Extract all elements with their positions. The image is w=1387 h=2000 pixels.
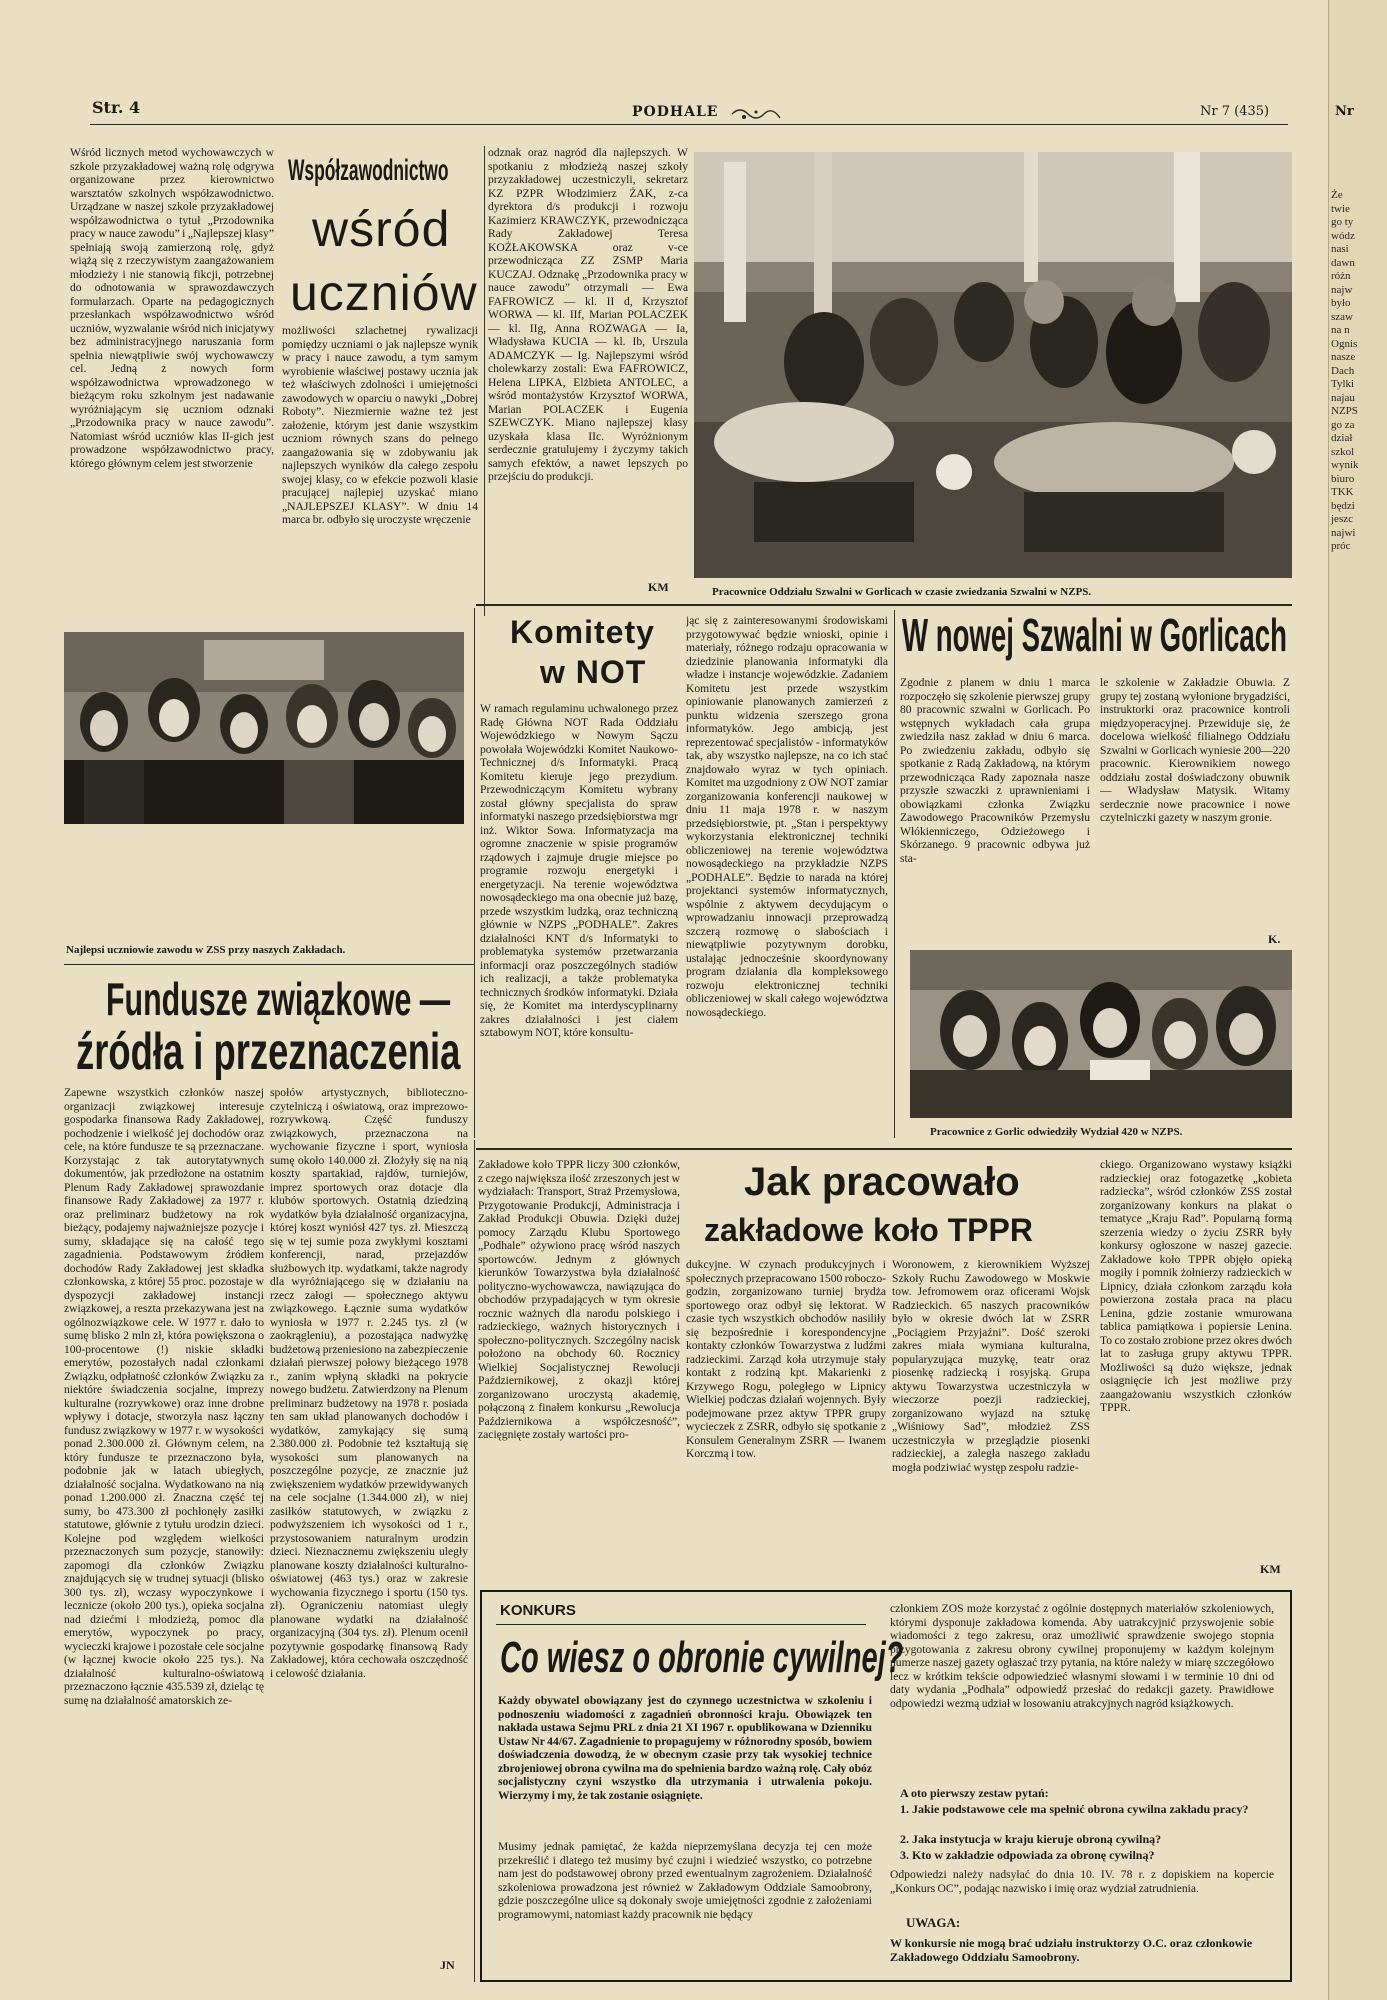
header-rule [90,124,1288,125]
photo-best-students [64,632,464,824]
next-page-text: Że twie go ty wódz nasi dawn różn najw było szaw na n Ognis nasze Dach Tylki najau NZPS go za dział szkol wynik biuro TKK będzi jeszc najwi próc [1331,189,1359,552]
article1-col2: możliwości szlachetnej rywalizacji pomiędzy uczniami o jak najlepsze wynik w pracy i nauce zawodu, a tym samym wyrobienie właściwej postawy ucznia jak też właściwych zdolności i umiejętności zawodowych w oparciu o nawyki „Dobrej Roboty”. Niezmiernie ważne też jest założenie, którym jest danie wszystkim uczniom równych szans do pełnego zaangażowania się w zdobywaniu jak najlepszych wyników dla całego zespołu swojej klasy, co w efekcie pozwoli klasie pracującej najlepiej uzyskać miano „NAJLEPSZEJ KLASY”. W dniu 14 marca br. odbyło się uroczyste wręczenie [282,324,478,526]
article3-col2: le szkolenie w Zakładzie Obuwia. Z grupy tej zostaną wyłonione brygadziści, instruktorki oraz pracownice kontroli międzyoperacyjnej. Przewiduje się, że docelowa wielkość filialnego Oddziału Szwalni w Gorlicach wyniesie 200—220 pracownic. Kierownikiem nowego oddziału został doświadczony obuwnik — Władysław Matysik. Witamy serdecznie nowe pracownice i nowe czytelniczki gazety w naszym gronie. [1100,676,1290,824]
article1-title-line1: Współzawodnictwo [288,154,449,187]
photo-sewing-room [694,152,1292,578]
article4-title-line1: Fundusze związkowe — [106,973,451,1025]
article5-title-line1: Jak pracowało [744,1160,1020,1204]
konkurs-question-2: 2. Jaka instytucja w kraju kieruje obroną cywilną? [900,1832,1162,1846]
article1-signature: KM [648,580,669,594]
photo-gorlice-workers [910,950,1292,1118]
konkurs-col2: członkiem ZOS może korzystać z ogólnie dostępnych materiałów szkoleniowych, którymi dysponuje zakładowa komenda. Aby uatrakcyjnić przyswojenie sobie wiadomości z tego zakresu, oraz umożliwić sprawdzenie swojego stopnia przygotowania z zakresu obrony cywilnej proponujemy w każdym kolejnym numerze naszej gazety ogłaszać trzy pytania, na które należy w miarę szczegółowo lecz w krótkim tekście odpowiedzieć własnymi słowami i w terminie 10 dni od daty wydania „Podhala” odpowiedź przesłać do redakcji gazety. Prawidłowe odpowiedzi wezmą udział w losowaniu atrakcyjnych nagród książkowych. [890,1602,1274,1710]
konkurs-col1-rest: Musimy jednak pamiętać, że każda nieprzemyślana decyzja tej cen może przekreślić i dlatego też musimy być czujni i wiedzieć wszystko, co potrzebne nam jest do podstawowej obrony przed ewentualnym zagrożeniem. Działalność szkoleniowa prowadzona jest również w Zakładowym Oddziale Samoobrony, gdzie poszczególne ulice są dokonały swoje umiejętności zgodnie z założeniami programowymi, natomiast każdy pracownik nie będący [498,1840,872,1921]
article2-col2: jąc się z zainteresowanymi środowiskami przygotowywać będzie wnioski, opinie i materiały, różnego rodzaju opracowania w dziedzinie planowania informatyki dla władze i instancje wojewódzkie. Zadaniem Komitetu jest przede wszystkim opiniowanie planowanych zamierzeń z punktu widzenia szerszego grona informatyków. Jego ambicją, jest reprezentować specjalistów - informatyków tak, aby wszystko najlepsze, na co ich stać znajdowało wyraz w tych opiniach. Komitet ma uzgodniony z OW NOT zamiar zorganizowania konferencji naukowej w dniu 11 maja 1978 r. w naszym przedsiębiorstwie, pt. „Stan i perspektywy wykorzystania elektronicznej techniki obliczeniowej na terenie województwa nowosądeckiego na przykładzie NZPS „PODHALE”. Będzie to narada na której projektanci systemów informatycznych, wspólnie z aktywem decydującym o wprowadzaniu innowacji przeprowadzą szczerą rozmowę o słabościach i niewątpliwie pozytywnym dorobku, ustalając jednocześnie skoordynowany program działania dla kompleksowego rozwoju elektronicznej techniki obliczeniowej w skali całego województwa nowosądeckiego. [686,614,888,1019]
article4-col2: społów artystycznych, biblioteczno-czytelniczą i oświatową, oraz imprezowo-rozrywkową. Część funduszy związkowych, przeznaczona na wychowanie fizyczne i sport, wyniosła sumę około 140.000 zł. Złożyły się na nią koszty spartakiad, rajdów, turniejów, imprez sportowych oraz dotacje dla klubów sportowych. Ostatnią dziedziną wydatków była działalność organizacyjna, której koszt wyniósł 427 tys. zł. Mieszczą się w tej sumie poza zwykłymi kosztami konferencji, narad, przejazdów służbowych itp. wydatkami, także nagrody dla wyróżniającego się w działaniu na rzecz załogi — społecznego aktywu związkowego. Łącznie suma wydatków wyniosła w 1977 r. 2.245 tys. zł (w zaokrągleniu), a pozostająca nadwyżkę budżetową przeniesiono na zabezpieczenie działań pierwszej połowy bieżącego 1978 r., zanim wpłyną składki na pokrycie nowego budżetu. Zatwierdzony na Plenum preliminarz budżetowy na 1978 r. posiada ten sam układ planowanych dochodów i wydatków, zamykający się sumą 2.380.000 zł. Podobnie też kształtują się wysokości sum planowanych na poszczególne pozycje, ze znacznie już zwiększeniem wydatków przewidywanych na cele socjalne (1.344.000 zł), w niej zasiłków statutowych, w związku z podwyższeniem ich wysokości od 1 r., przystosowaniem naturalnym urodzin dzieci. Nieznacznemu zwiększeniu uległy planowane koszty działalności kulturalno-oświatowej (463 tys.) oraz w zakresie wychowania fizycznego i sportu (150 tys. zł). Ograniczeniu natomiast uległy planowane wydatki na działalność organizacyjną (304 tys. zł). Plenum ocenił pozytywnie gospodarkę finansową Rady Zakładowej, która cechowała oszczędność i celowość działania. [270,1086,468,1680]
article1-photo-caption: Najlepsi uczniowie zawodu w ZSS przy naszych Zakładach. [66,944,346,956]
konkurs-question-1: 1. Jakie podstawowe cele ma spełnić obrona cywilna zakładu pracy? [900,1802,1249,1816]
article1-title-line3: uczniów [290,265,478,321]
article5-col3: Woronowem, z kierownikiem Wyższej Szkoły Ruchu Zawodowego w Moskwie tow. Jefromowem oraz oficerami Wojsk Radzieckich. 65 naszych pracowników było w okresie dwóch lat w ZSRR „Pociągiem Przyjaźni”. Dość szeroki zakres miała wymiana kulturalna, popularyzująca muzykę, teatr oraz piosenkę radziecką i rosyjską. Grupa aktywu Towarzystwa uczestniczyła w wieczorze poezji radzieckiej, zorganizowano wyjazd na sztukę „Wiśniowy Sad”, młodzież ZSS uczestniczyła w przeglądzie piosenki radzieckiej, a zaległa naszego zakładu mogła podziwiać występ zespołu radzie- [892,1258,1090,1474]
article5-col4: ckiego. Organizowano wystawy książki radzieckiej oraz fotogazetkę „kobieta radziecka”, wśród członków ZSS został zorganizowany konkurs na plakat o tematyce „Kraju Rad”. Popularną formą szerzenia wiedzy o życiu ZSRR były konkursy ogłoszone w naszej gazecie. Zakładowe koło TPPR objęło opieką mogiły i pomnik żołnierzy radzieckich w Lipnicy, działa członkom zarządu koła powierzona została praca na placu Lenina, gdzie zostanie wmurowana tablica pamiątkowa i popiersie Lenina. To co zostało zrobione przez okres dwóch lat to zasługa grupy aktywu TPPR. Możliwości są dużo większe, jednak osiągnięcie ich jest możliwe przy zaangażowaniu wszystkich członków TPPR. [1100,1158,1292,1414]
next-page-header: Nr [1335,104,1354,119]
article2-title-line1: Komitety [510,614,655,650]
rule-above-tppr [476,1148,1292,1150]
article4-col1: Zapewne wszystkich członków naszej organizacji związkowej interesuje gospodarka finansowa Rady Zakładowej, pochodzenie i wielkość jej dochodów oraz cele, na które fundusze te są przeznaczane. Korzystając z tak autorytatywnych dokumentów, jak przedłożone na ostatnim Plenum Rady Zakładowej sprawozdanie finansowe Rady Zakładowej za 1977 r. oraz preliminarz budżetowy na rok bieżący, podajemy najważniejsze pozycje i sumy, składające się na całość tego zagadnienia. Podstawowym źródłem dochodów Rady Zakładowej jest składka członkowska, z której 55 proc. pozostaje w dyspozycji zakładowej instancji związkowej, a reszta przekazywana jest na ogólnozwiązkowe cele. W 1977 r. dało to sumę blisko 2 mln zł, która powiększona o 100-procentowe (!) niskie składki emerytów, pozostałych nadal członkami Związku, odpłatność członków Związku za niektóre świadczenia socjalne, imprezy kulturalne (rozrywkowe) oraz inne drobne wpływy i dotacje, stworzyła nasz łączny fundusz związkowy w 1977 r. w wysokości ponad 2.300.000 zł. Głównym celem, na który fundusze te przeznaczono była, podobnie jak w latach ubiegłych, działalność socjalna. Wydatkowano na nią ponad 1.200.000 zł. Znaczna część tej sumy, bo 473.300 zł pochłonęły zasiłki statutowe, głównie z tytułu urodzin dzieci. Kolejne pod względem wielkości przeznaczonych sum pozycje, stanowiły: zapomogi dla członków Związku znajdujących się w trudnej sytuacji (blisko 300 tys. zł), wczasy wypoczynkowe i lecznicze (około 200 tys.), opieka socjalna nad dziećmi i młodzieżą, pomoc dla emerytów, wypoczynek po pracy, wycieczki krajowe i pozostałe cele socjalne (w łącznej kwocie około 225 tys.). Na działalność kulturalno-oświatową przeznaczono łącznie 435.539 zł, dzieląc tę sumę na działalność amatorskich ze- [64,1086,264,1707]
konkurs-uwaga-text: W konkursie nie mogą brać udziału instruktorzy O.C. oraz członkowie Zakładowego Oddziału Samoobrony. [890,1936,1253,1964]
rule-under-top-section [476,604,1292,606]
next-page-edge [1328,0,1387,2000]
article1-col1: Wśród licznych metod wychowawczych w szkole przyzakładowej ważną rolę odgrywa organizowane przez kierownictwo warsztatów szkolnych współzawodnictwo. Urządzane w naszej szkole przyzakładowej współzawodnictwa o tytuł „Przodownika pracy w nauce zawodu” i „Najlepszej klasy” spełniają swoją zamierzoną rolę, gdyż wiążą się z rzeczywistym zaangażowaniem młodzieży i nie stanowią fikcji, potrzebnej do odnotowania w sprawozdawczych formularzach. Oparte na pedagogicznych przesłankach współzawodnictwo wśród uczniów, wyzwalanie wśród nich inicjatywy bez administracyjnego naruszania form spełnia niewątpliwie swój wychowawczy cel. Jedną z nowych form współzawodnictwa wprowadzonego w bieżącym roku szkolnym jest nadawanie wyróżniającym się uczniom odznaki „Przodownika pracy w nauce zawodu”. Natomiast wśród uczniów klas II-gich jest prowadzone współzawodnictwo pracy, którego głównym celem jest stworzenie [70,146,274,470]
page-number: Str. 4 [92,98,141,117]
paper-name: PODHALE [632,104,719,120]
article2-col1: W ramach regulaminu uchwalonego przez Radę Główna NOT Rada Oddziału Wojewódzkiego w Nowym Sączu powołała Wojewódzki Komitet Naukowo-Technicznej d/s Informatyki. Pracą Komitetu kieruje jego prezydium. Przewodniczącym Komitetu wybrany został główny specjalista do spraw informatyki naszego przedsiębiorstwa mgr inż. Wiktor Sowa. Informatyzacja ma ogromne znaczenie w spisie programów rządowych i zajmuje drugie miejsce po programie rozwoju energetyki i energetyzacji. Na terenie województwa nowosądeckiego ma ona obecnie już bazę, przede wszystkim ludzką, oraz techniczną głównie w NZPS „PODHALE”. Zakres działalności KNT d/s Informatyki to problematyka systemów przetwarzania informacji oraz poszczególnych stadiów ich realizacji, a także problematyka technicznych środków informatyki. Działa się, że Komitet ma interdyscyplinarny zakres działalności i jest ciałem sztabowym NOT, które konsultu- [480,702,678,1039]
article1-title-line2: wśród [312,201,451,257]
photo-top-caption: Pracownice Oddziału Szwalni w Gorlicach w czasie zwiedzania Szwalni w NZPS. [712,586,1092,598]
article4-signature: JN [440,1958,455,1972]
article5-col2: dukcyjne. W czynach produkcyjnych i społecznych przepracowano 1500 roboczo-godzin, zorganizowano turniej brydża sportowego oraz odbył się lektorat. W czasie tych wszystkich obchodów nasiliły się bezpośrednie i korespondencyjne kontakty członków Towarzystwa z ludźmi radzieckimi. Zarząd koła utrzymuje stały kontakt z rodziną kpt. Makarienki z Krzywego Rogu, poległego w Lipnicy Wielkiej podczas działań wojennych. Były podejmowane przez aktyw TPPR grupy wycieczek z ZSRR, odbyło się spotkanie z Konsulem Generalnym ZSRR — Iwanem Korczmą i tow. [686,1258,886,1460]
divider-komitety-right [894,610,895,1138]
konkurs-questions-heading: A oto pierwszy zestaw pytań: [900,1786,1049,1800]
article5-signature: KM [1260,1562,1281,1576]
article3-signature: K. [1268,932,1281,946]
konkurs-uwaga-heading: UWAGA: [906,1915,961,1930]
header-ornament-icon [730,104,790,126]
article5-title-line2: zakładowe koło TPPR [704,1212,1033,1248]
divider-fundusze [474,1140,475,1982]
konkurs-title: Co wiesz o obronie cywilnej? [500,1633,904,1682]
article4-title-line2: źródła i przeznaczenia [76,1023,461,1081]
article1-divider [484,146,485,616]
article5-col1: Zakładowe koło TPPR liczy 300 członków, z czego największa ilość zrzeszonych jest w wydziałach: Transport, Straż Przemysłowa, Przygotowanie Produkcji, Administracja i Zakład Produkcji Obuwia. Dzięki dużej pomocy Zarządu Klubu Sportowego „Podhale” ożywiono pracę wśród naszych sportowców. Jednym z głównych kierunków Towarzystwa była działalność polityczno-wychowawcza, nawiązująca do obchodów przypadających w tym okresie rocznic ważnych dla narodu polskiego i radzieckiego, ważnych historycznych i społeczno-politycznych. Szczególny nacisk położono na obchody 60. Rocznicy Wielkiej Socjalistycznej Rewolucji Październikowej, z okazji której zorganizowano uroczystą akademię, połączoną z finałem konkursu „Rewolucja Październikowa a współczesność”, zacięgnięte zostały wartości pro- [478,1158,680,1441]
konkurs-tag: KONKURS [500,1602,576,1619]
konkurs-intro: Każdy obywatel obowiązany jest do czynnego uczestnictwa w szkoleniu i podnoszeniu wiadomości z zagadnień obronności kraju. Obowiązek ten nakłada ustawa Sejmu PRL z dnia 21 XI 1967 r. opublikowana w Dzienniku Ustaw Nr 44/67. Zagadnienie to propagujemy w różnorodny sposób, bowiem doświadczenia dowodzą, że w obecnym czasie przy tak wysokiej technice zbrojeniowej obrona cywilna ma do spełnienia bardzo ważną rolę. Cały obóz socjalistyczny czyni wszystko dla utrzymania i utrwalenia pokoju. Wierzymy i my, że tak zostanie osiągnięte. [498,1694,872,1802]
konkurs-tag-underline [496,1624,866,1625]
article2-title-line2: w NOT [540,654,647,690]
article3-title: W nowej Szwalni w Gorlicach [902,609,1287,661]
divider-komitety-left [474,608,475,1138]
issue-number: Nr 7 (435) [1200,104,1270,119]
konkurs-closing: Odpowiedzi należy nadsyłać do dnia 10. IV. 78 r. z dopiskiem na kopercie „Konkurs OC”, podając nazwisko i imię oraz wydział zatrudnienia. [890,1868,1274,1895]
konkurs-question-3: 3. Kto w zakładzie odpowiada za obronę cywilną? [900,1848,1155,1862]
rule-under-students-photo [64,964,474,965]
article3-photo-caption: Pracownice z Gorlic odwiedziły Wydział 420 w NZPS. [930,1126,1183,1138]
article3-col1: Zgodnie z planem w dniu 1 marca rozpoczęło się szkolenie pierwszej grupy 80 pracownic szwalni w Gorlicach. Po wstępnych wykładach cała grupa zwiedziła nasz zakład w dniu 6 marca. Po zwiedzeniu zakładu, odbyło się spotkanie z Radą Zakładową, na którym przewodnicząca Rady zapoznała nasze przyszłe szwaczki z uprawnieniami i obowiązkami członka Związku Zawodowego Pracowników Przemysłu Włókienniczego, Odzieżowego i Skórzanego. 9 pracownic odbywa już sta- [900,676,1090,865]
article1-col3: odznak oraz nagród dla najlepszych. W spotkaniu z młodzieżą naszej szkoły przyzakładowej uczestniczyli, sekretarz KZ PZPR Włodzimierz ŻAK, z-ca dyrektora d/s produkcji i rozwoju Kazimierz KRAWCZYK, przewodnicząca Rady Zakładowej Teresa KOŻŁAKOWSKA oraz v-ce przewodnicząca ZZ ZSMP Maria KUCZAJ. Odznakę „Przodownika pracy w nauce zawodu” otrzymali — Ewa FAFROWICZ — kl. II d, Krzysztof WORWA — kl. IIf, Marian POLACZEK — kl. IIg, Anna ROZWAGA — Ia, Władysława KUCIA — kl. Ib, Urszula ADAMCZYK — Ig. Najlepszymi wśród cholewkarzy zostali: Ewa FAFROWICZ, Helena LIPKA, Elżbieta ANTOLEC, a wśród montażystów Krzysztof WORWA, Marian POLACZEK i Eugenia SZEWCZYK. Miano najlepszej klasy uzyskała klasa IIc. Wyróżnionym serdecznie gratulujemy i życzymy takich samych efektów, a nawet lepszych po przejściu do produkcji. [488,146,688,483]
